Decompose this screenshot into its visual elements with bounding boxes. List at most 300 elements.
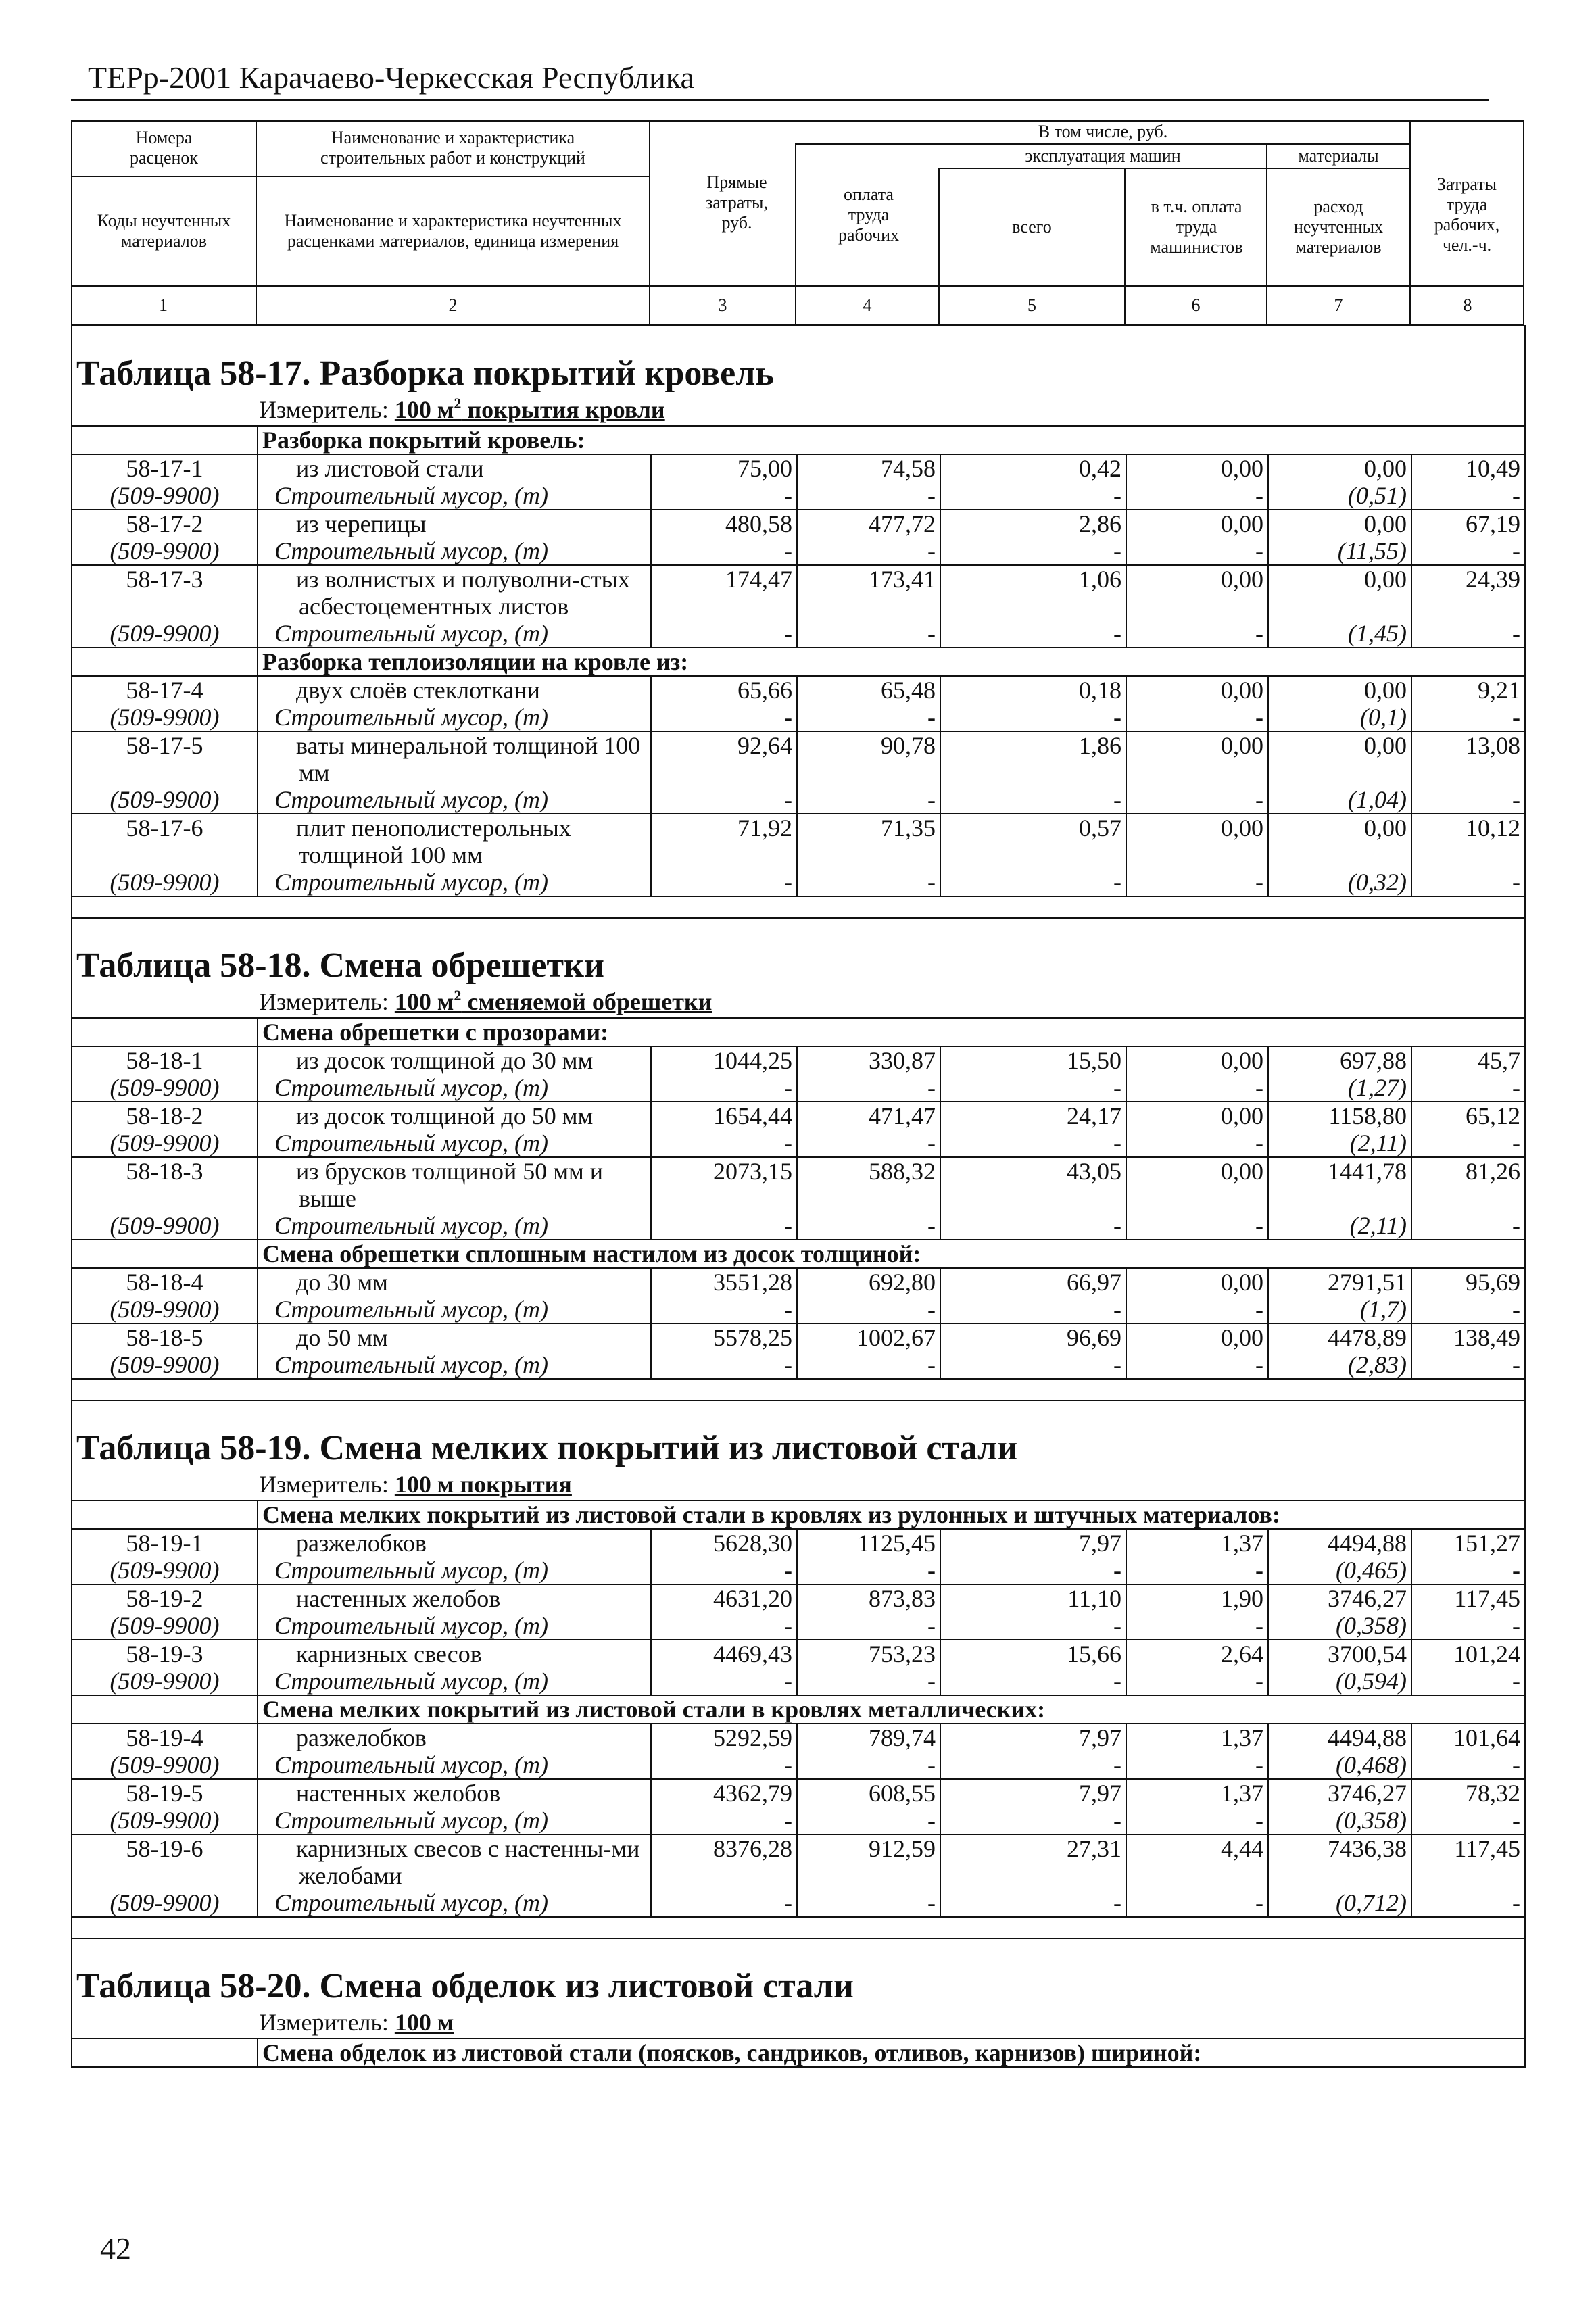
header-col-num-4: 4 (863, 295, 872, 315)
value-mat: 2791,51 (1268, 1268, 1411, 1296)
value-mach: 1,86 (940, 731, 1126, 786)
material-code: (509-9900) (72, 1889, 258, 1917)
group-heading: Разборка покрытий кровель: (258, 426, 1525, 454)
value-mach_pay: 0,00 (1126, 731, 1268, 786)
measure-prefix: Измеритель: (259, 2009, 395, 2036)
material-name: Строительный мусор, (т) (258, 786, 651, 814)
measure-value (395, 988, 712, 1015)
dash-cell: - (651, 1296, 797, 1323)
table-row (72, 1268, 1525, 1296)
table-row (72, 1779, 1525, 1807)
value-mach: 15,50 (940, 1046, 1126, 1074)
table-title-row (72, 326, 1525, 394)
dash-cell: - (940, 1751, 1126, 1779)
header-direct-costs: Прямые затраты, руб. (705, 172, 768, 233)
table-row (72, 1157, 1525, 1212)
dash-cell: - (651, 1351, 797, 1379)
group-heading: Смена обрешетки сплошным настилом из досок толщиной: (258, 1240, 1525, 1268)
spacer-row (72, 896, 1525, 918)
value-hours: 151,27 (1411, 1529, 1525, 1557)
table-row (72, 1584, 1525, 1612)
value-hours: 45,7 (1411, 1046, 1525, 1074)
material-row (72, 869, 1525, 896)
dash-cell: - (651, 482, 797, 510)
value-mach: 7,97 (940, 1724, 1126, 1751)
value-labor: 471,47 (797, 1102, 940, 1129)
value-mach: 43,05 (940, 1157, 1126, 1212)
material-name: Строительный мусор, (т) (258, 537, 651, 565)
dash-cell: - (1126, 1612, 1268, 1640)
dash-cell: - (651, 1667, 797, 1695)
table-title-row (72, 1939, 1525, 2007)
value-mach_pay: 0,00 (1126, 510, 1268, 537)
header-name-bottom: Наименование и характеристика неучтенных расценками материалов, единица измерения (284, 211, 622, 251)
dash-cell: - (651, 1557, 797, 1584)
value-mat: 4494,88 (1268, 1724, 1411, 1751)
dash-cell: - (651, 1807, 797, 1834)
material-qty: (0,358) (1268, 1612, 1411, 1640)
value-labor: 912,59 (797, 1834, 940, 1889)
table-row (72, 814, 1525, 869)
rate-code: 58-18-1 (72, 1046, 258, 1074)
measure-prefix: Измеритель: (259, 1471, 395, 1498)
value-direct: 1654,44 (651, 1102, 797, 1129)
value-mach_pay: 0,00 (1126, 1046, 1268, 1074)
group-spacer (72, 1695, 258, 1724)
value-labor: 477,72 (797, 510, 940, 537)
material-name: Строительный мусор, (т) (258, 704, 651, 731)
measure-text: 100 м (394, 2009, 454, 2036)
material-qty: (0,712) (1268, 1889, 1411, 1917)
column-header (71, 120, 1524, 325)
material-qty: (2,11) (1268, 1129, 1411, 1157)
value-mat: 3700,54 (1268, 1640, 1411, 1667)
material-row (72, 1296, 1525, 1323)
dash-cell: - (1411, 1807, 1525, 1834)
dash-cell: - (940, 1667, 1126, 1695)
dash-cell: - (797, 704, 940, 731)
group-heading: Смена обрешетки с прозорами: (258, 1018, 1525, 1046)
material-qty: (0,465) (1268, 1557, 1411, 1584)
material-qty: (0,32) (1268, 869, 1411, 896)
rate-code: 58-18-5 (72, 1323, 258, 1351)
measure-unit (259, 396, 665, 423)
rate-code: 58-17-2 (72, 510, 258, 537)
table-title: Таблица 58-18. Смена обрешетки (72, 918, 1525, 986)
table-row (72, 1724, 1525, 1751)
value-mat: 4478,89 (1268, 1323, 1411, 1351)
value-mach_pay: 0,00 (1126, 1323, 1268, 1351)
value-hours: 138,49 (1411, 1323, 1525, 1351)
dash-cell: - (797, 620, 940, 648)
header-including: В том числе, руб. (1038, 122, 1168, 141)
dash-cell: - (1411, 1074, 1525, 1102)
dash-cell: - (797, 1351, 940, 1379)
value-mach: 1,06 (940, 565, 1126, 620)
measure-cell (72, 986, 1525, 1018)
material-qty: (1,27) (1268, 1074, 1411, 1102)
dash-cell: - (651, 1129, 797, 1157)
measure-unit (259, 988, 712, 1015)
measure-sup: 2 (454, 987, 462, 1004)
value-direct: 4631,20 (651, 1584, 797, 1612)
material-row (72, 704, 1525, 731)
material-qty: (1,45) (1268, 620, 1411, 648)
dash-cell: - (1126, 869, 1268, 896)
measure-row (72, 2007, 1525, 2039)
value-labor: 588,32 (797, 1157, 940, 1212)
rate-code: 58-19-2 (72, 1584, 258, 1612)
value-mach_pay: 0,00 (1126, 1268, 1268, 1296)
header-codes-bottom: Коды неучтенных материалов (97, 211, 231, 251)
value-hours: 24,39 (1411, 565, 1525, 620)
table-row (72, 565, 1525, 620)
measure-row (72, 394, 1525, 426)
work-name: из досок толщиной до 30 мм (258, 1046, 651, 1074)
value-mach_pay: 0,00 (1126, 565, 1268, 620)
material-qty: (1,04) (1268, 786, 1411, 814)
header-machines: эксплуатация машин (1025, 146, 1181, 166)
group-heading-row (72, 2039, 1525, 2067)
value-mach: 15,66 (940, 1640, 1126, 1667)
material-qty: (11,55) (1268, 537, 1411, 565)
value-hours: 78,32 (1411, 1779, 1525, 1807)
dash-cell: - (651, 1889, 797, 1917)
dash-cell: - (1411, 1889, 1525, 1917)
material-row (72, 1667, 1525, 1695)
material-name: Строительный мусор, (т) (258, 1212, 651, 1240)
dash-cell: - (1126, 1074, 1268, 1102)
value-mach_pay: 0,00 (1126, 1157, 1268, 1212)
measure-text: 100 м (394, 988, 454, 1015)
measure-sup: 2 (454, 395, 462, 412)
material-row (72, 1889, 1525, 1917)
dash-cell: - (1126, 704, 1268, 731)
dash-cell: - (940, 1074, 1126, 1102)
material-code: (509-9900) (72, 537, 258, 565)
spacer-cell (72, 896, 1525, 918)
material-row (72, 537, 1525, 565)
value-mach: 96,69 (940, 1323, 1126, 1351)
group-spacer (72, 426, 258, 454)
value-direct: 2073,15 (651, 1157, 797, 1212)
value-mach: 0,18 (940, 676, 1126, 704)
group-spacer (72, 1501, 258, 1529)
dash-cell: - (1411, 482, 1525, 510)
group-heading-row (72, 1501, 1525, 1529)
material-name: Строительный мусор, (т) (258, 620, 651, 648)
work-name: до 50 мм (258, 1323, 651, 1351)
dash-cell: - (1411, 1351, 1525, 1379)
material-code: (509-9900) (72, 1667, 258, 1695)
value-mach_pay: 1,90 (1126, 1584, 1268, 1612)
table-row (72, 1046, 1525, 1074)
group-heading: Смена мелких покрытий из листовой стали в кровлях из рулонных и штучных материалов: (258, 1501, 1525, 1529)
value-hours: 81,26 (1411, 1157, 1525, 1212)
dash-cell: - (1411, 1667, 1525, 1695)
value-mat: 0,00 (1268, 731, 1411, 786)
material-name: Строительный мусор, (т) (258, 1351, 651, 1379)
dash-cell: - (797, 1889, 940, 1917)
header-codes-top: Номера расценок (129, 128, 199, 168)
value-labor: 173,41 (797, 565, 940, 620)
value-mat: 1158,80 (1268, 1102, 1411, 1129)
measure-row (72, 1469, 1525, 1501)
material-code: (509-9900) (72, 1807, 258, 1834)
material-name: Строительный мусор, (т) (258, 1129, 651, 1157)
work-name: карнизных свесов с настенны-ми желобами (258, 1834, 651, 1889)
value-mat: 0,00 (1268, 510, 1411, 537)
value-hours: 10,12 (1411, 814, 1525, 869)
work-name: из черепицы (258, 510, 651, 537)
value-mach_pay: 1,37 (1126, 1779, 1268, 1807)
measure-cell (72, 2007, 1525, 2039)
spacer-row (72, 1917, 1525, 1939)
dash-cell: - (1126, 1557, 1268, 1584)
dash-cell: - (1411, 1129, 1525, 1157)
group-spacer (72, 1018, 258, 1046)
dash-cell: - (797, 869, 940, 896)
value-mach: 27,31 (940, 1834, 1126, 1889)
group-spacer (72, 648, 258, 676)
rate-code: 58-19-1 (72, 1529, 258, 1557)
value-labor: 1125,45 (797, 1529, 940, 1557)
header-col-num-7: 7 (1334, 295, 1343, 315)
measure-cell (72, 394, 1525, 426)
rate-code: 58-17-3 (72, 565, 258, 620)
group-heading-row (72, 426, 1525, 454)
work-name: до 30 мм (258, 1268, 651, 1296)
material-qty: (0,1) (1268, 704, 1411, 731)
value-direct: 5628,30 (651, 1529, 797, 1557)
value-direct: 8376,28 (651, 1834, 797, 1889)
dash-cell: - (1411, 869, 1525, 896)
value-hours: 10,49 (1411, 454, 1525, 482)
dash-cell: - (651, 1212, 797, 1240)
measure-suffix: покрытия кровли (461, 396, 665, 423)
material-qty: (0,468) (1268, 1751, 1411, 1779)
dash-cell: - (1126, 1751, 1268, 1779)
value-hours: 117,45 (1411, 1584, 1525, 1612)
dash-cell: - (940, 1296, 1126, 1323)
dash-cell: - (1126, 1296, 1268, 1323)
header-machines-total: всего (1012, 217, 1052, 237)
dash-cell: - (1411, 1212, 1525, 1240)
material-name: Строительный мусор, (т) (258, 1807, 651, 1834)
rate-code: 58-17-4 (72, 676, 258, 704)
table-title: Таблица 58-20. Смена обделок из листовой стали (72, 1939, 1525, 2007)
work-name: из брусков толщиной 50 мм и выше (258, 1157, 651, 1212)
value-mat: 0,00 (1268, 676, 1411, 704)
running-header: ТЕРр-2001 Карачаево-Черкесская Республика (88, 60, 694, 95)
value-direct: 5292,59 (651, 1724, 797, 1751)
work-name: ваты минеральной толщиной 100 мм (258, 731, 651, 786)
work-name: из волнистых и полуволни-стых асбестоцементных листов (258, 565, 651, 620)
value-mach: 2,86 (940, 510, 1126, 537)
dash-cell: - (1411, 1612, 1525, 1640)
group-heading-row (72, 648, 1525, 676)
work-name: карнизных свесов (258, 1640, 651, 1667)
header-name-top: Наименование и характеристика строительных работ и конструкций (320, 128, 585, 168)
header-machines-pay: в т.ч. оплата труда машинистов (1150, 197, 1243, 257)
table-title-row (72, 918, 1525, 986)
value-mach_pay: 0,00 (1126, 1102, 1268, 1129)
dash-cell: - (797, 786, 940, 814)
rate-code: 58-19-5 (72, 1779, 258, 1807)
dash-cell: - (1126, 620, 1268, 648)
dash-cell: - (940, 1612, 1126, 1640)
table-row (72, 1640, 1525, 1667)
value-labor: 65,48 (797, 676, 940, 704)
value-mach_pay: 2,64 (1126, 1640, 1268, 1667)
group-heading-row (72, 1018, 1525, 1046)
work-name: из досок толщиной до 50 мм (258, 1102, 651, 1129)
dash-cell: - (797, 482, 940, 510)
material-code: (509-9900) (72, 482, 258, 510)
material-name: Строительный мусор, (т) (258, 482, 651, 510)
value-labor: 873,83 (797, 1584, 940, 1612)
dash-cell: - (940, 786, 1126, 814)
table-row (72, 454, 1525, 482)
dash-cell: - (651, 1612, 797, 1640)
material-row (72, 1807, 1525, 1834)
dash-cell: - (651, 869, 797, 896)
work-name: плит пенополистерольных толщиной 100 мм (258, 814, 651, 869)
material-code: (509-9900) (72, 1612, 258, 1640)
dash-cell: - (797, 1212, 940, 1240)
header-materials-unaccounted: расход неучтенных материалов (1293, 197, 1384, 257)
measure-row (72, 986, 1525, 1018)
table-title: Таблица 58-19. Смена мелких покрытий из листовой стали (72, 1400, 1525, 1469)
value-hours: 117,45 (1411, 1834, 1525, 1889)
material-qty: (1,7) (1268, 1296, 1411, 1323)
rate-code: 58-17-6 (72, 814, 258, 869)
dash-cell: - (940, 620, 1126, 648)
value-hours: 101,64 (1411, 1724, 1525, 1751)
material-code: (509-9900) (72, 869, 258, 896)
dash-cell: - (1126, 1667, 1268, 1695)
material-row (72, 482, 1525, 510)
table-row (72, 731, 1525, 786)
material-qty: (0,594) (1268, 1667, 1411, 1695)
dash-cell: - (651, 1751, 797, 1779)
page-number: 42 (100, 2231, 131, 2266)
value-mach: 66,97 (940, 1268, 1126, 1296)
material-row (72, 620, 1525, 648)
rate-code: 58-19-6 (72, 1834, 258, 1889)
value-labor: 753,23 (797, 1640, 940, 1667)
value-direct: 65,66 (651, 676, 797, 704)
value-mach: 7,97 (940, 1779, 1126, 1807)
value-hours: 67,19 (1411, 510, 1525, 537)
table-row (72, 1834, 1525, 1889)
material-name: Строительный мусор, (т) (258, 1889, 651, 1917)
dash-cell: - (940, 1129, 1126, 1157)
material-code: (509-9900) (72, 620, 258, 648)
value-mat: 697,88 (1268, 1046, 1411, 1074)
header-col-num-8: 8 (1463, 295, 1472, 315)
work-name: из листовой стали (258, 454, 651, 482)
rate-code: 58-18-3 (72, 1157, 258, 1212)
material-code: (509-9900) (72, 1212, 258, 1240)
dash-cell: - (1411, 1751, 1525, 1779)
value-mach_pay: 1,37 (1126, 1724, 1268, 1751)
table-title-row (72, 1400, 1525, 1469)
measure-prefix: Измеритель: (259, 396, 395, 423)
group-heading-row (72, 1695, 1525, 1724)
value-mat: 7436,38 (1268, 1834, 1411, 1889)
header-col-num-1: 1 (159, 295, 168, 315)
material-row (72, 1751, 1525, 1779)
measure-unit (259, 1471, 572, 1498)
dash-cell: - (1126, 482, 1268, 510)
dash-cell: - (940, 1351, 1126, 1379)
measure-unit (259, 2009, 454, 2036)
material-row (72, 1557, 1525, 1584)
dash-cell: - (1126, 537, 1268, 565)
value-labor: 789,74 (797, 1724, 940, 1751)
rate-code: 58-18-4 (72, 1268, 258, 1296)
value-labor: 71,35 (797, 814, 940, 869)
dash-cell: - (1126, 1889, 1268, 1917)
value-mach_pay: 0,00 (1126, 814, 1268, 869)
rates-table (71, 325, 1526, 2068)
measure-prefix: Измеритель: (259, 988, 395, 1015)
work-name: настенных желобов (258, 1584, 651, 1612)
work-name: настенных желобов (258, 1779, 651, 1807)
table-row (72, 676, 1525, 704)
value-direct: 92,64 (651, 731, 797, 786)
rate-code: 58-19-3 (72, 1640, 258, 1667)
dash-cell: - (940, 704, 1126, 731)
dash-cell: - (651, 1074, 797, 1102)
header-col-num-3: 3 (718, 295, 727, 315)
measure-text: 100 м покрытия (394, 1471, 572, 1498)
value-labor: 74,58 (797, 454, 940, 482)
material-code: (509-9900) (72, 786, 258, 814)
dash-cell: - (797, 1612, 940, 1640)
value-direct: 174,47 (651, 565, 797, 620)
rate-code: 58-19-4 (72, 1724, 258, 1751)
value-direct: 75,00 (651, 454, 797, 482)
material-code: (509-9900) (72, 1557, 258, 1584)
value-mat: 1441,78 (1268, 1157, 1411, 1212)
value-mach: 7,97 (940, 1529, 1126, 1557)
material-code: (509-9900) (72, 1129, 258, 1157)
material-name: Строительный мусор, (т) (258, 1557, 651, 1584)
dash-cell: - (797, 1296, 940, 1323)
group-heading: Разборка теплоизоляции на кровле из: (258, 648, 1525, 676)
material-name: Строительный мусор, (т) (258, 1751, 651, 1779)
measure-text: 100 м (394, 396, 454, 423)
material-qty: (0,358) (1268, 1807, 1411, 1834)
material-row (72, 1212, 1525, 1240)
work-name: разжелобков (258, 1724, 651, 1751)
group-spacer (72, 1240, 258, 1268)
dash-cell: - (1411, 620, 1525, 648)
material-name: Строительный мусор, (т) (258, 1296, 651, 1323)
value-direct: 5578,25 (651, 1323, 797, 1351)
material-row (72, 786, 1525, 814)
measure-value (395, 1471, 572, 1498)
value-hours: 101,24 (1411, 1640, 1525, 1667)
header-col-num-2: 2 (448, 295, 458, 315)
value-labor: 90,78 (797, 731, 940, 786)
group-heading-row (72, 1240, 1525, 1268)
group-heading: Смена мелких покрытий из листовой стали в кровлях металлических: (258, 1695, 1525, 1724)
header-labor-pay: оплата труда рабочих (838, 185, 900, 245)
dash-cell: - (1126, 1807, 1268, 1834)
